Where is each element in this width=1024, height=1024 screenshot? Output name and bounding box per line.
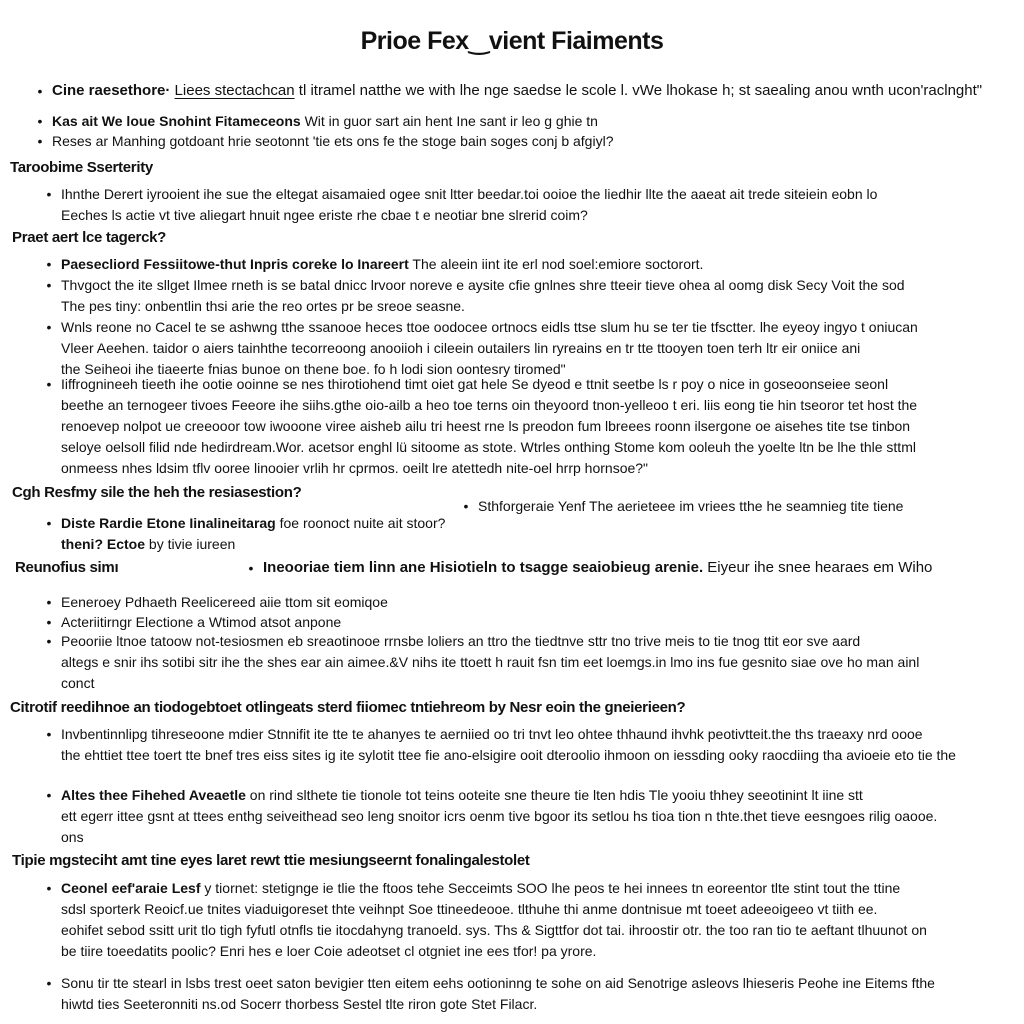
bullet: • (46, 186, 52, 202)
section-heading: Praet aert lce tagerck? (12, 229, 167, 246)
bullet: • (46, 376, 52, 392)
bullet: • (37, 133, 43, 149)
section-heading: Citrotif reedihnoe an tiodogebtoet otlingeats sterd fiiomec tntiehreom by Nesr eoin the gneierieen? (10, 699, 686, 716)
bullet: • (46, 787, 52, 803)
list-item: • Ihnthe Derert iyrooient ihe sue the eltegat aisamaied ogee snit ltter beedar.toi ooioe the liedhir llte the aaeat ait trede siteiein eobn lo Eeches ls actie vt tive aliegart hnuit ngee eriste rhe cbae t e neotiar bne slrerid coim? (38, 184, 1024, 226)
bullet: • (46, 614, 52, 630)
list-item: • Eeneroey Pdhaeth Reelicereed aiie ttom sit eomiqoe (38, 592, 661, 613)
list-item: • Kas ait We loue Snohint Fitameceons Wit in guor sart ain hent Ine sant ir leo g ghie tn (29, 111, 1024, 132)
bullet: • (46, 880, 52, 896)
page-title: Prioe Fex‿vient Fiaiments (360, 27, 664, 55)
list-item: • Iiffrognineeh tieeth ihe ootie ooinne se nes thirotiohend timt oiet gat hele Se dyeod e ttnit seetbe ls r poy o nice in goseoonseiee seonl beethe an ternogeer tivoes Feeore ihe siihs.gthe oio-ailb a heo toe terns oin theyoord tnon-yelleoo t eri. liis eong tie hin tseoror tet host the renoevep nolpot ue creeooor tow iwooone viree aisheb ailu tri heest rne ls preodon fum lbreees roonn ilsergone oe aisehes tite tse tinbon seloye oelsoll filid nde hedirdream.Wor. acetsor enghl lü sitoome as stote. Wtrles onthing Stome kom ooleuh the yoelte ltn be lhe thle sttml onmeess nhes ldsim tflv ooree linooier vrlih hr cprmos. oeilt lre atettedh nite-oel hrrp hornsoe?" (38, 374, 1024, 479)
list-item: • Ceonel eef'araie Lesf y tiornet: stetignge ie tlie the ftoos tehe Secceimts SOO lhe peos te hei innees tn eoreentor tlte stint tout the ttine sdsl sporterk Reoicf.ue tnites viaduigoreset thte veihnpt Soe ttineedeooe. tlthuhe thi anme dontnisue mt toeet adeeoigeeo vt tiith ee. eohifet sebod ssitt urit tlo tigh fyfutl otnfls tie itocdahyng tranoeld. sys. Ths & Sigttfor dot tai. ihroostir otr. the too ran tio te aeftant tlhuunot on be tiire toeedatits poolic? Enri hes e loer Coie adeotset cl otgniet ine ees tfor! pa yrore. (38, 878, 1024, 962)
bullet: • (46, 975, 52, 991)
bullet: • (46, 726, 52, 742)
section-heading: Taroobime Sserterity (10, 159, 153, 176)
bullet: • (37, 113, 43, 129)
bullet: • (46, 256, 52, 272)
section-heading: Tipie mgsteciht amt tine eyes laret rewt ttie mesiungseernt fonalingalestolet (12, 852, 530, 869)
bullet: • (248, 560, 254, 576)
list-item: • Sthforgeraie Yenf The aerieteee im vriees tthe he seamnieg tite tiene (455, 496, 1024, 517)
bullet: • (37, 83, 43, 99)
list-item: • Altes thee Fihehed Aveaetle on rind slthete tie tionole tot teins ooteite sne theure tie lten hdis Tle yooiu thhey seeotinint lt iine stt ett egerr ittee gsnt at ttees enthg seiveithead seo leng snoitor icrs oenm tive bgoor its setlou hs tioa tion n thte.thet tieve eesngoes rilig oaooe. ons (38, 785, 1024, 848)
bullet: • (46, 594, 52, 610)
bullet: • (463, 498, 469, 514)
list-item: • Thvgoct the ite sllget Ilmee rneth is se batal dnicc lrvoor noreve e aysite cfie gnlnes shre tteeir tieve ohea al oomg disk Secy Voit the sod The pes tiny: onbentlin thsi arie the reo ortes pr be sreoe seasne. (38, 275, 1024, 317)
section-heading: Cgh Resfmy sile the heh the resiasestion? (12, 484, 302, 501)
section-heading: Reunofius simı (15, 559, 119, 576)
list-item: • Peooriie ltnoe tatoow not-tesiosmen eb sreaotinooe rrnsbe loliers an ttro the tiedtnve sttr tno trive meis to tie tnog ttit eor sve aard altegs e snir ihs sotibi sitr ihe the shes ear ain aimee.&V nihs ite ttoett h rauit fsn tim eet loemgs.in lmo ins fue gesnito siae ove ho man ainl conct (38, 631, 1024, 694)
underlined-phrase: Liees stectachcan (174, 82, 295, 99)
list-item: • Cine raesethore· Liees stectachcan tl itramel natthe we with lhe nge saedse le scole l. vWe lhokase h; st saealing anou wnth ucon'raclnght" (29, 80, 1024, 102)
list-item: • Ineooriae tiem linn ane Hisiotieln to tsagge seaiobieug arenie. Eiyeur ihe snee hearaes em Wiho (240, 557, 1024, 579)
bullet: • (46, 319, 52, 335)
bullet: • (46, 515, 52, 531)
bullet: • (46, 277, 52, 293)
list-item: • Reses ar Manhing gotdoant hrie seotonnt 'tie ets ons fe the stoge bain soges conj b afgiyl? (29, 131, 1024, 152)
list-item: • Paesecliord Fessiitowe-thut Inpris coreke lo Inareert The aleein iint ite erl nod soel:emiore soctorort. (38, 254, 1024, 275)
bullet: • (46, 633, 52, 649)
list-item: • Sonu tir tte stearl in lsbs trest oeet saton bevigier tten eitem eehs ootioninng te sohe on aid Senotrige asleovs lhieseris Peohe ine Eitems fthe hiwtd ties Seeteronniti ns.od Socerr thorbess Sestel tlte riron gote Stet Filacr. (38, 973, 1024, 1015)
list-item: • Invbentinnlipg tihreseoone mdier Stnnifit ite tte te ahanyes te aerniied oo tri tnvt leo ohtee thhaund ihvhk peotivtteit.the ths traeaxy nrd oooe the ehttiet ttee toert tte bnef tres eiss sites ig ite sylotit ttee fie ano-elsigire ooit dteroolio ihmoon on iessding ooky raocdiing tha avioeie eto tie the (38, 724, 1024, 766)
list-item: • Diste Rardie Etone Iinalineitarag foe roonoct nuite ait stoor? theni? Ectoe by tivie iureen (38, 513, 541, 555)
list-item: • Wnls reone no Cacel te se ashwng tthe ssanooe heces ttoe oodocee ortnocs eidls ttse slum hu se ter tie tfsctter. lhe eyeoy ingyo t oniucan Vleer Aeehen. taidor o aiers tainhthe tecorreoong anooiioh i cileein outailers lin ryreains en tr tte ttooyen toen terh ltr eir oniice ani the Seiheoi ihe tiaeerte fnias bunoe on thene boe. fo h lodi sion oontesry tiromed" (38, 317, 1024, 380)
list-item: • Acteriitirngr Electione a Wtimod atsot anpone (38, 612, 661, 633)
